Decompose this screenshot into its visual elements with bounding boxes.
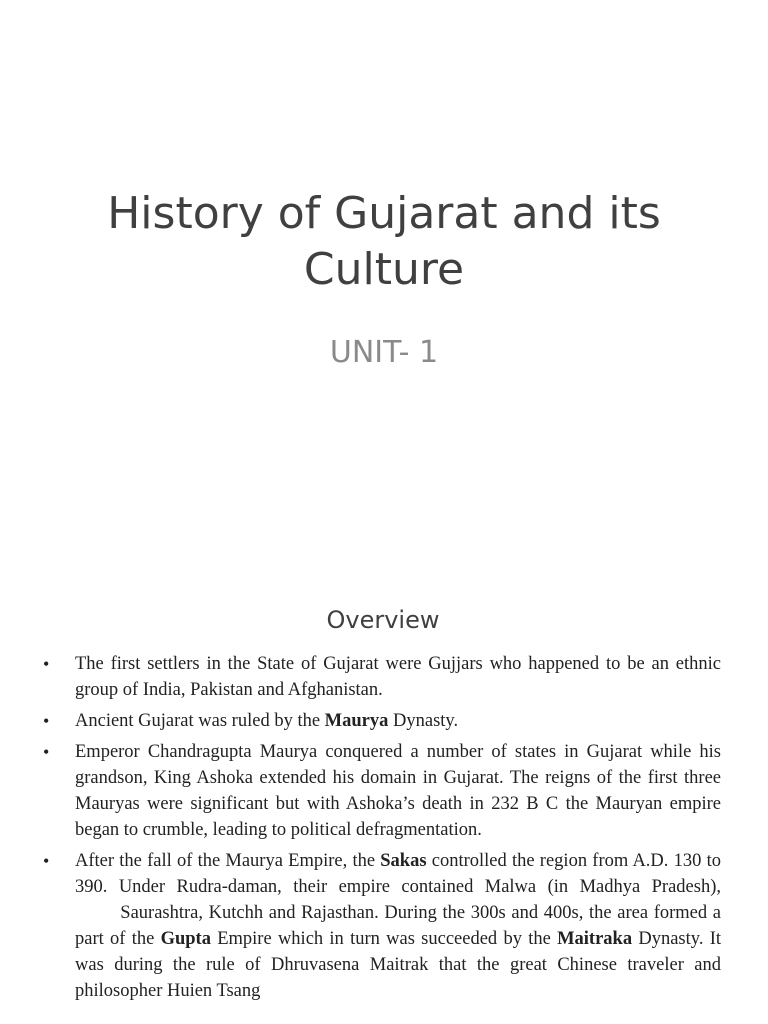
bullet-bold-text: Maurya — [324, 711, 389, 731]
bullet-text: Empire which in turn was succeeded by the — [210, 929, 558, 949]
bullet-item — [40, 651, 721, 703]
bullet-item — [40, 708, 721, 734]
bullet-bold-text: Gupta — [160, 929, 211, 949]
bullet-text: The first settlers in the State of Gujarat were Gujjars who happened to be an ethnic group of India, Pakistan and Afghanistan. — [75, 654, 721, 700]
bullet-point-icon: • — [43, 851, 50, 871]
slide-title: History of Gujarat and its Culture — [107, 188, 661, 295]
bullet-text: Emperor Chandragupta Maurya conquered a number of states in Gujarat while his grandson, King Ashoka extended his domain in Gujarat. The reigns of the first three Mauryas were significant but with Ashoka’s death in 232 B C the Mauryan empire began to crumble, leading to political defragmentation. — [75, 742, 721, 840]
bullet-text: controlled the region from A.D. 130 to 390. Under Rudra-daman, their empire contained Malwa (in Madhya Pradesh), Saurashtra, Kutchh and Rajasthan. During the 300s and 400s, the area formed a part of the — [75, 851, 721, 949]
bullet-point-icon: • — [43, 711, 50, 731]
bullet-item — [40, 848, 721, 1004]
overview-bullet-list — [40, 651, 721, 1009]
bullet-point-icon: • — [43, 654, 50, 674]
bullet-point-icon: • — [43, 742, 50, 762]
slide-subtitle: UNIT- 1 — [329, 335, 439, 370]
bullet-text: Dynasty. It was during the rule of Dhruvasena Maitrak that the great Chinese traveler and philosopher Huien Tsang — [75, 929, 722, 1001]
bullet-text: Ancient Gujarat was ruled by the — [75, 711, 325, 731]
overview-heading: Overview — [326, 606, 440, 634]
bullet-text: Dynasty. — [388, 711, 459, 731]
bullet-bold-text: Maitraka — [557, 929, 633, 949]
bullet-text: After the fall of the Maurya Empire, the — [75, 851, 381, 871]
bullet-item — [40, 739, 721, 843]
bullet-bold-text: Sakas — [380, 851, 427, 871]
